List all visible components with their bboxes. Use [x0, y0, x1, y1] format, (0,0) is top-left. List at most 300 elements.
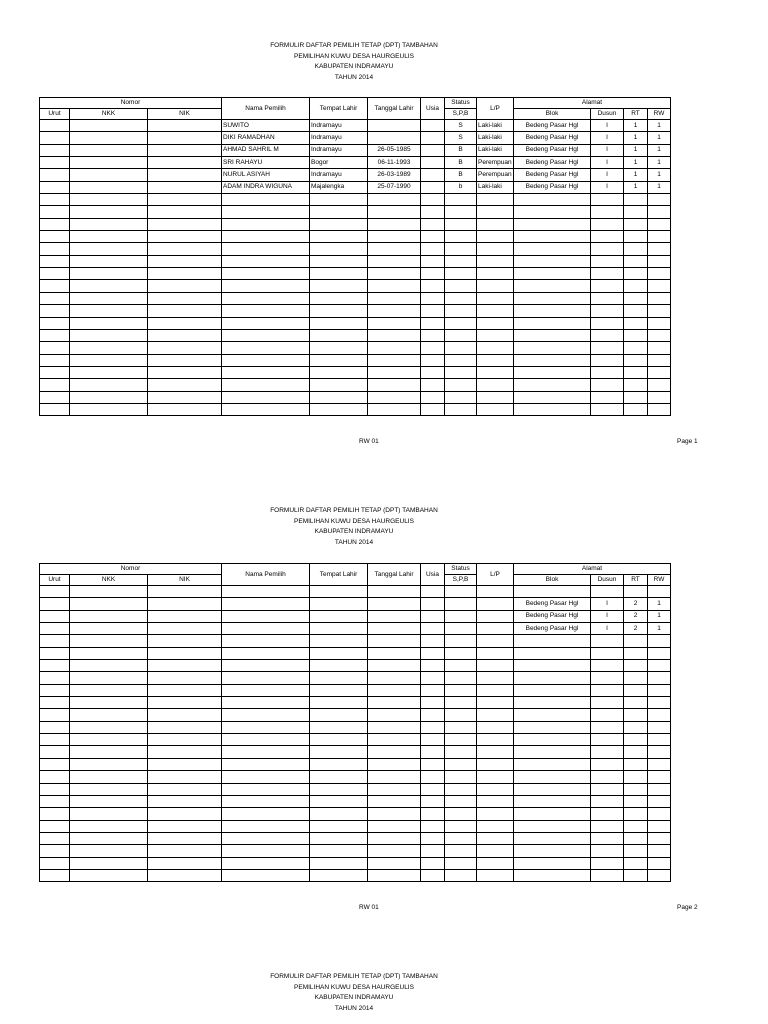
cell-dusun	[591, 379, 624, 391]
cell-nama	[222, 255, 310, 267]
cell-tempat: Indramayu	[310, 132, 368, 144]
cell-blok	[514, 280, 591, 292]
col-header-nomor: Nomor	[40, 564, 222, 575]
cell-blok: Bedeng Pasar Hgl	[514, 169, 591, 181]
cell-nkk	[70, 366, 148, 378]
cell-tanggal	[368, 771, 421, 783]
col-header-rt: RT	[624, 575, 648, 586]
cell-nik	[148, 709, 222, 721]
cell-status	[445, 758, 477, 770]
cell-rt	[624, 403, 648, 415]
cell-lp: Perempuan	[477, 169, 514, 181]
table-row	[40, 635, 671, 647]
cell-nkk	[70, 771, 148, 783]
cell-blok	[514, 647, 591, 659]
cell-rw	[648, 292, 671, 304]
cell-status	[445, 391, 477, 403]
col-header-alamat: Alamat	[514, 98, 671, 109]
cell-urut	[40, 305, 70, 317]
cell-dusun	[591, 795, 624, 807]
cell-blok	[514, 292, 591, 304]
cell-nik	[148, 672, 222, 684]
cell-nama	[222, 379, 310, 391]
table-row	[40, 820, 671, 832]
cell-urut	[40, 342, 70, 354]
cell-rw	[648, 342, 671, 354]
cell-urut	[40, 144, 70, 156]
cell-blok	[514, 243, 591, 255]
cell-tempat	[310, 820, 368, 832]
cell-rt	[624, 305, 648, 317]
cell-nama	[222, 305, 310, 317]
table-row	[40, 268, 671, 280]
cell-rw: 1	[648, 120, 671, 132]
cell-tanggal	[368, 635, 421, 647]
cell-nkk	[70, 292, 148, 304]
cell-nik	[148, 746, 222, 758]
cell-tempat	[310, 721, 368, 733]
cell-lp	[477, 746, 514, 758]
cell-rt	[624, 317, 648, 329]
cell-rt	[624, 379, 648, 391]
cell-usia	[421, 783, 445, 795]
cell-urut	[40, 697, 70, 709]
cell-rt	[624, 771, 648, 783]
cell-tanggal	[368, 379, 421, 391]
cell-lp	[477, 342, 514, 354]
table-row	[40, 292, 671, 304]
cell-rw: 1	[648, 598, 671, 610]
cell-usia	[421, 721, 445, 733]
cell-nama	[222, 721, 310, 733]
cell-urut	[40, 280, 70, 292]
cell-blok	[514, 366, 591, 378]
cell-usia	[421, 403, 445, 415]
cell-urut	[40, 268, 70, 280]
cell-lp	[477, 610, 514, 622]
cell-status	[445, 342, 477, 354]
cell-rw	[648, 771, 671, 783]
cell-rt	[624, 660, 648, 672]
cell-usia	[421, 709, 445, 721]
cell-tanggal	[368, 709, 421, 721]
cell-rw	[648, 586, 671, 598]
cell-rw	[648, 206, 671, 218]
regency-name: KABUPATEN INDRAMAYU	[314, 63, 394, 70]
cell-urut	[40, 379, 70, 391]
table-row	[40, 660, 671, 672]
cell-lp: Laki-laki	[477, 144, 514, 156]
cell-blok	[514, 758, 591, 770]
cell-tempat	[310, 255, 368, 267]
cell-urut	[40, 255, 70, 267]
cell-nkk	[70, 672, 148, 684]
cell-status	[445, 329, 477, 341]
cell-urut	[40, 808, 70, 820]
cell-usia	[421, 206, 445, 218]
table-row	[40, 598, 671, 610]
cell-status	[445, 734, 477, 746]
cell-urut	[40, 771, 70, 783]
cell-urut	[40, 231, 70, 243]
cell-blok	[514, 869, 591, 881]
cell-tempat	[310, 391, 368, 403]
table-row	[40, 795, 671, 807]
cell-tanggal	[368, 758, 421, 770]
table-row	[40, 623, 671, 635]
cell-nkk	[70, 329, 148, 341]
cell-usia	[421, 280, 445, 292]
regency-name: KABUPATEN INDRAMAYU	[314, 994, 394, 1001]
cell-tanggal	[368, 610, 421, 622]
cell-status	[445, 218, 477, 230]
cell-urut	[40, 317, 70, 329]
cell-nkk	[70, 181, 148, 193]
cell-tempat: Indramayu	[310, 120, 368, 132]
cell-lp	[477, 280, 514, 292]
cell-usia	[421, 169, 445, 181]
cell-rt	[624, 255, 648, 267]
cell-nik	[148, 721, 222, 733]
cell-tanggal	[368, 672, 421, 684]
cell-rw	[648, 280, 671, 292]
cell-dusun	[591, 771, 624, 783]
cell-tanggal	[368, 721, 421, 733]
cell-tempat	[310, 672, 368, 684]
cell-nkk	[70, 610, 148, 622]
cell-tempat	[310, 243, 368, 255]
cell-nkk	[70, 734, 148, 746]
cell-urut	[40, 820, 70, 832]
cell-lp	[477, 672, 514, 684]
cell-nik	[148, 292, 222, 304]
cell-dusun	[591, 268, 624, 280]
table-row	[40, 243, 671, 255]
cell-rt: 1	[624, 144, 648, 156]
cell-lp	[477, 845, 514, 857]
cell-nkk	[70, 317, 148, 329]
col-header-nomor: Nomor	[40, 98, 222, 109]
col-header-nkk: NKK	[70, 575, 148, 586]
cell-lp	[477, 391, 514, 403]
cell-nama	[222, 231, 310, 243]
cell-status	[445, 869, 477, 881]
cell-lp	[477, 255, 514, 267]
cell-tanggal: 26-03-1989	[368, 169, 421, 181]
cell-rw	[648, 697, 671, 709]
cell-status	[445, 684, 477, 696]
election-name: PEMILIHAN KUWU DESA HAURGEULIS	[294, 517, 414, 525]
cell-usia	[421, 623, 445, 635]
cell-nkk	[70, 623, 148, 635]
cell-tanggal	[368, 832, 421, 844]
cell-status	[445, 403, 477, 415]
cell-tempat	[310, 268, 368, 280]
cell-urut	[40, 647, 70, 659]
election-name: PEMILIHAN KUWU DESA HAURGEULIS	[294, 983, 414, 991]
cell-lp	[477, 586, 514, 598]
cell-nik	[148, 329, 222, 341]
cell-blok	[514, 795, 591, 807]
cell-tanggal	[368, 734, 421, 746]
form-title: FORMULIR DAFTAR PEMILIH TETAP (DPT) TAMBAHAN	[270, 42, 438, 49]
cell-nik	[148, 157, 222, 169]
cell-rt	[624, 697, 648, 709]
cell-status	[445, 598, 477, 610]
cell-nama	[222, 391, 310, 403]
cell-usia	[421, 181, 445, 193]
cell-nkk	[70, 598, 148, 610]
cell-dusun	[591, 292, 624, 304]
cell-rt	[624, 758, 648, 770]
cell-blok	[514, 783, 591, 795]
cell-rt: 2	[624, 623, 648, 635]
cell-blok	[514, 746, 591, 758]
cell-dusun: I	[591, 144, 624, 156]
cell-blok: Bedeng Pasar Hgl	[514, 157, 591, 169]
cell-nik	[148, 255, 222, 267]
table-row	[40, 169, 671, 181]
table-row	[40, 672, 671, 684]
cell-nkk	[70, 746, 148, 758]
cell-urut	[40, 218, 70, 230]
cell-nkk	[70, 206, 148, 218]
cell-tempat	[310, 218, 368, 230]
cell-rw: 1	[648, 157, 671, 169]
cell-nik	[148, 144, 222, 156]
cell-urut	[40, 194, 70, 206]
cell-lp	[477, 292, 514, 304]
cell-dusun: I	[591, 169, 624, 181]
cell-tanggal	[368, 280, 421, 292]
cell-nkk	[70, 845, 148, 857]
cell-tempat	[310, 598, 368, 610]
cell-status	[445, 354, 477, 366]
cell-dusun	[591, 206, 624, 218]
cell-rt	[624, 808, 648, 820]
cell-rw	[648, 647, 671, 659]
cell-lp	[477, 231, 514, 243]
cell-tanggal	[368, 845, 421, 857]
table-row	[40, 194, 671, 206]
cell-rw	[648, 255, 671, 267]
cell-blok	[514, 206, 591, 218]
cell-rt	[624, 820, 648, 832]
cell-status	[445, 635, 477, 647]
cell-lp: Laki-laki	[477, 181, 514, 193]
cell-dusun	[591, 845, 624, 857]
cell-rt	[624, 194, 648, 206]
table-row	[40, 857, 671, 869]
cell-nik	[148, 845, 222, 857]
cell-blok	[514, 734, 591, 746]
table-row	[40, 721, 671, 733]
cell-rt	[624, 292, 648, 304]
cell-nama: SUWITO	[222, 120, 310, 132]
table-header-row	[40, 98, 671, 109]
cell-urut	[40, 660, 70, 672]
cell-blok	[514, 194, 591, 206]
cell-usia	[421, 869, 445, 881]
cell-lp	[477, 366, 514, 378]
table-row	[40, 218, 671, 230]
cell-blok	[514, 845, 591, 857]
cell-dusun	[591, 721, 624, 733]
cell-urut	[40, 610, 70, 622]
cell-urut	[40, 391, 70, 403]
cell-dusun	[591, 660, 624, 672]
table-row	[40, 403, 671, 415]
cell-tempat	[310, 845, 368, 857]
cell-usia	[421, 329, 445, 341]
cell-dusun	[591, 255, 624, 267]
col-header-tempat: Tempat Lahir	[310, 564, 368, 586]
cell-nik	[148, 783, 222, 795]
cell-usia	[421, 845, 445, 857]
cell-tempat	[310, 194, 368, 206]
cell-tanggal	[368, 132, 421, 144]
cell-tanggal	[368, 783, 421, 795]
cell-nik	[148, 354, 222, 366]
cell-tempat	[310, 857, 368, 869]
cell-nik	[148, 598, 222, 610]
cell-nik	[148, 610, 222, 622]
cell-nik	[148, 366, 222, 378]
cell-tanggal	[368, 329, 421, 341]
cell-nik	[148, 120, 222, 132]
cell-usia	[421, 120, 445, 132]
cell-dusun	[591, 194, 624, 206]
cell-nama	[222, 697, 310, 709]
cell-rw	[648, 758, 671, 770]
cell-tempat	[310, 329, 368, 341]
cell-usia	[421, 231, 445, 243]
cell-status: B	[445, 169, 477, 181]
cell-rt	[624, 783, 648, 795]
cell-nik	[148, 795, 222, 807]
cell-usia	[421, 672, 445, 684]
cell-usia	[421, 795, 445, 807]
table-row	[40, 771, 671, 783]
cell-tempat: Indramayu	[310, 144, 368, 156]
col-header-dusun: Dusun	[591, 109, 624, 120]
cell-blok	[514, 329, 591, 341]
cell-tanggal	[368, 403, 421, 415]
cell-nama: NURUL ASIYAH	[222, 169, 310, 181]
cell-status	[445, 660, 477, 672]
cell-dusun	[591, 746, 624, 758]
col-header-nkk: NKK	[70, 109, 148, 120]
cell-dusun	[591, 857, 624, 869]
cell-nkk	[70, 647, 148, 659]
cell-usia	[421, 379, 445, 391]
cell-tanggal	[368, 218, 421, 230]
cell-usia	[421, 857, 445, 869]
cell-dusun	[591, 783, 624, 795]
col-header-nama: Nama Pemilih	[222, 564, 310, 586]
cell-urut	[40, 206, 70, 218]
cell-nkk	[70, 268, 148, 280]
cell-tanggal	[368, 231, 421, 243]
cell-rt	[624, 857, 648, 869]
cell-usia	[421, 354, 445, 366]
cell-tanggal	[368, 194, 421, 206]
regency-name: KABUPATEN INDRAMAYU	[314, 528, 394, 535]
cell-usia	[421, 194, 445, 206]
cell-nik	[148, 758, 222, 770]
cell-blok	[514, 635, 591, 647]
cell-nkk	[70, 820, 148, 832]
cell-rw	[648, 329, 671, 341]
cell-tanggal	[368, 820, 421, 832]
cell-dusun	[591, 317, 624, 329]
cell-blok	[514, 403, 591, 415]
cell-lp	[477, 709, 514, 721]
cell-lp	[477, 820, 514, 832]
cell-nama	[222, 684, 310, 696]
cell-nik	[148, 243, 222, 255]
cell-tempat	[310, 379, 368, 391]
cell-urut	[40, 132, 70, 144]
table-row	[40, 734, 671, 746]
cell-urut	[40, 758, 70, 770]
cell-dusun: I	[591, 157, 624, 169]
cell-nama	[222, 635, 310, 647]
cell-tempat	[310, 771, 368, 783]
cell-blok	[514, 672, 591, 684]
cell-rw	[648, 734, 671, 746]
cell-status	[445, 647, 477, 659]
cell-dusun	[591, 391, 624, 403]
table-row	[40, 280, 671, 292]
cell-nik	[148, 808, 222, 820]
cell-rt	[624, 845, 648, 857]
cell-rw	[648, 721, 671, 733]
cell-dusun: I	[591, 132, 624, 144]
cell-rt	[624, 206, 648, 218]
cell-dusun	[591, 647, 624, 659]
cell-lp	[477, 317, 514, 329]
cell-dusun	[591, 820, 624, 832]
col-header-tempat: Tempat Lahir	[310, 98, 368, 120]
cell-status	[445, 292, 477, 304]
cell-status	[445, 709, 477, 721]
cell-nik	[148, 832, 222, 844]
cell-nama	[222, 366, 310, 378]
cell-nama	[222, 660, 310, 672]
cell-tempat	[310, 684, 368, 696]
cell-nkk	[70, 709, 148, 721]
cell-nama	[222, 218, 310, 230]
cell-usia	[421, 771, 445, 783]
cell-dusun	[591, 280, 624, 292]
cell-usia	[421, 292, 445, 304]
form-title: FORMULIR DAFTAR PEMILIH TETAP (DPT) TAMBAHAN	[270, 507, 438, 514]
cell-nik	[148, 379, 222, 391]
cell-nama	[222, 709, 310, 721]
cell-dusun	[591, 231, 624, 243]
footer-rw: RW 01	[359, 438, 379, 445]
col-header-nama: Nama Pemilih	[222, 98, 310, 120]
cell-urut	[40, 623, 70, 635]
cell-urut	[40, 721, 70, 733]
cell-lp: Laki-laki	[477, 120, 514, 132]
cell-nama	[222, 746, 310, 758]
cell-nama	[222, 845, 310, 857]
cell-blok	[514, 268, 591, 280]
col-header-blok: Blok	[514, 575, 591, 586]
table-row	[40, 684, 671, 696]
